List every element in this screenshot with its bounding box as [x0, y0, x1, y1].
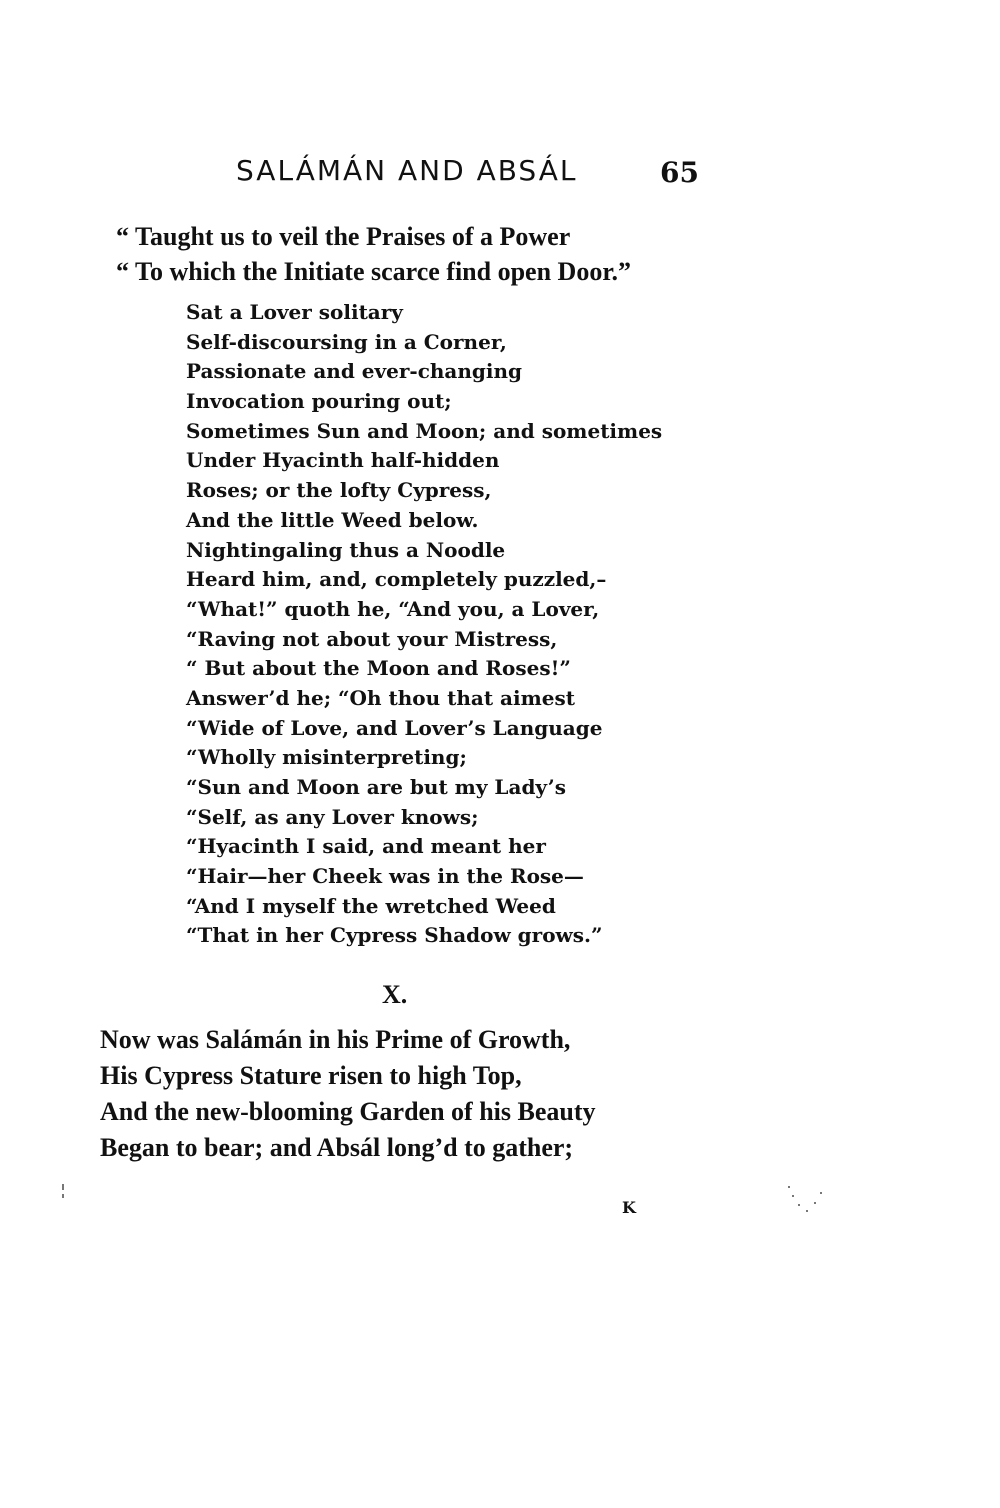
poem-line: “Wholly misinterpreting; [186, 745, 467, 770]
poem-line: Passionate and ever-changing [186, 359, 523, 384]
poem-line: “Raving not about your Mistress, [186, 626, 558, 651]
signature-mark: K [622, 1198, 636, 1217]
scan-speck [62, 1184, 64, 1190]
scan-speck [820, 1192, 822, 1194]
poem-line: Self-discoursing in a Corner, [186, 329, 507, 354]
poem-line: Under Hyacinth half-hidden [186, 448, 500, 473]
poem-line: “What!” quoth he, “And you, a Lover, [186, 596, 600, 621]
closing-line: Began to bear; and Absál long’d to gather; [100, 1133, 574, 1162]
poem-line: “Hair—her Cheek was in the Rose— [186, 864, 584, 889]
closing-line: Now was Salámán in his Prime of Growth, [100, 1025, 571, 1054]
section-heading: X. [382, 980, 408, 1009]
closing-line: His Cypress Stature risen to high Top, [100, 1061, 522, 1090]
poem-line: “Self, as any Lover knows; [186, 804, 479, 829]
poem-line: “That in her Cypress Shadow grows.” [186, 923, 603, 948]
closing-line: And the new-blooming Garden of his Beauty [100, 1097, 596, 1126]
scan-speck [806, 1210, 808, 1212]
scan-speck [792, 1195, 794, 1197]
scan-speck [814, 1202, 816, 1204]
intro-line: “ Taught us to veil the Praises of a Power [116, 222, 571, 251]
poem-line: Roses; or the lofty Cypress, [186, 478, 492, 503]
poem-line: “Wide of Love, and Lover’s Language [186, 715, 603, 740]
scan-speck [62, 1194, 64, 1198]
poem-line: And the little Weed below. [186, 507, 479, 532]
scan-speck [798, 1204, 800, 1206]
closing-stanza [100, 1022, 596, 1166]
poem-stanza [186, 298, 662, 951]
running-header-title: SALÁMÁN AND ABSÁL [236, 154, 578, 187]
poem-line: Sat a Lover solitary [186, 300, 403, 324]
poem-line: “ But about the Moon and Roses!” [186, 656, 571, 681]
poem-line: Heard him, and, completely puzzled,– [186, 567, 607, 592]
scan-speck [788, 1186, 790, 1188]
page-number: 65 [660, 156, 699, 189]
poem-line: “And I myself the wretched Weed [186, 893, 556, 918]
poem-line: Sometimes Sun and Moon; and sometimes [186, 418, 663, 443]
poem-line: “Hyacinth I said, and meant her [186, 834, 546, 859]
poem-line: Answer’d he; “Oh thou that aimest [186, 685, 575, 710]
intro-line: “ To which the Initiate scarce find open Door.” [116, 257, 631, 286]
poem-line: Invocation pouring out; [186, 389, 452, 414]
poem-line: Nightingaling thus a Noodle [186, 537, 506, 562]
poem-line: “Sun and Moon are but my Lady’s [186, 775, 566, 799]
